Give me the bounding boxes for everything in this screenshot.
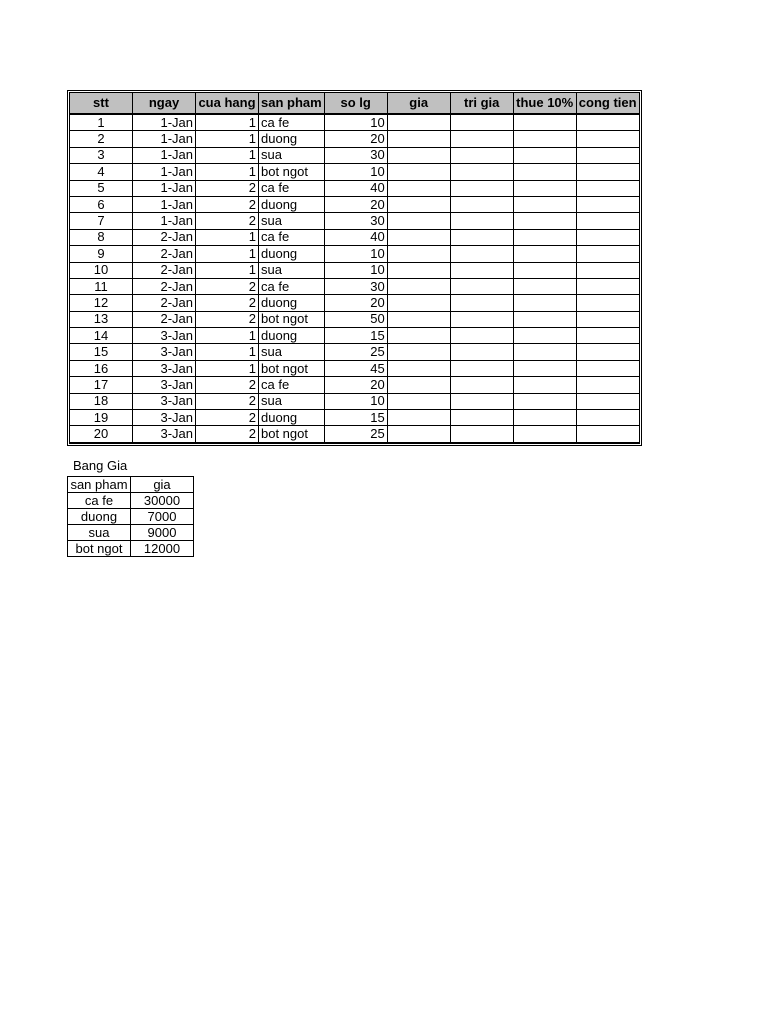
cell-ngay[interactable]: 1-Jan [133,180,196,196]
price-table-header-row [68,477,194,493]
price-header-san-pham[interactable]: san pham [68,477,131,493]
empty-cell[interactable] [513,344,576,360]
table-row [70,344,640,360]
cell-ngay[interactable]: 1-Jan [133,131,196,147]
table-row [70,278,640,294]
empty-cell[interactable] [576,360,639,376]
table-row [70,131,640,147]
cell-stt[interactable]: 1 [70,114,133,131]
cell-so-lg[interactable]: 20 [324,131,387,147]
table-row [68,525,194,541]
cell-so-lg[interactable]: 20 [324,295,387,311]
cell-san-pham[interactable]: ca fe [259,114,325,131]
cell-stt[interactable]: 7 [70,213,133,229]
cell-san-pham[interactable]: duong [259,410,325,426]
cell-ngay[interactable]: 3-Jan [133,344,196,360]
empty-cell[interactable] [450,360,513,376]
empty-cell[interactable] [387,131,450,147]
cell-cua-hang[interactable]: 1 [196,246,259,262]
empty-cell[interactable] [450,262,513,278]
cell-so-lg[interactable]: 10 [324,262,387,278]
empty-cell[interactable] [450,114,513,131]
cell-cua-hang[interactable]: 2 [196,196,259,212]
header-ngay[interactable]: ngay [133,93,196,115]
cell-san-pham[interactable]: bot ngot [259,360,325,376]
cell-san-pham[interactable]: ca fe [259,229,325,245]
cell-san-pham[interactable]: sua [259,147,325,163]
table-row [70,410,640,426]
empty-cell[interactable] [387,196,450,212]
empty-cell[interactable] [513,410,576,426]
cell-cua-hang[interactable]: 1 [196,147,259,163]
empty-cell[interactable] [387,426,450,444]
cell-stt[interactable]: 20 [70,426,133,444]
cell-ngay[interactable]: 2-Jan [133,278,196,294]
cell-cua-hang[interactable]: 2 [196,426,259,444]
cell-stt[interactable]: 19 [70,410,133,426]
cell-cua-hang[interactable]: 2 [196,377,259,393]
table-row [70,426,640,444]
empty-cell[interactable] [576,295,639,311]
table-row [70,213,640,229]
cell-stt[interactable]: 5 [70,180,133,196]
table-row [70,196,640,212]
price-table-body [68,493,194,557]
table-row [70,180,640,196]
price-cell-san-pham[interactable]: ca fe [68,493,131,509]
cell-stt[interactable]: 14 [70,328,133,344]
cell-ngay[interactable]: 1-Jan [133,164,196,180]
cell-so-lg[interactable]: 20 [324,377,387,393]
sales-table-frame [67,90,642,446]
cell-cua-hang[interactable]: 2 [196,410,259,426]
cell-so-lg[interactable]: 40 [324,229,387,245]
cell-san-pham[interactable]: ca fe [259,180,325,196]
cell-ngay[interactable]: 3-Jan [133,360,196,376]
empty-cell[interactable] [576,147,639,163]
cell-cua-hang[interactable]: 1 [196,360,259,376]
price-cell-san-pham[interactable]: sua [68,525,131,541]
empty-cell[interactable] [387,229,450,245]
empty-cell[interactable] [576,344,639,360]
cell-so-lg[interactable]: 10 [324,246,387,262]
cell-stt[interactable]: 10 [70,262,133,278]
empty-cell[interactable] [450,213,513,229]
cell-cua-hang[interactable]: 2 [196,295,259,311]
price-cell-san-pham[interactable]: duong [68,509,131,525]
empty-cell[interactable] [513,295,576,311]
empty-cell[interactable] [450,246,513,262]
empty-cell[interactable] [387,311,450,327]
price-cell-gia[interactable]: 12000 [131,541,194,557]
empty-cell[interactable] [513,278,576,294]
cell-stt[interactable]: 12 [70,295,133,311]
cell-ngay[interactable]: 2-Jan [133,295,196,311]
empty-cell[interactable] [576,328,639,344]
empty-cell[interactable] [513,360,576,376]
empty-cell[interactable] [387,410,450,426]
table-row [68,509,194,525]
header-tri-gia[interactable]: tri gia [450,93,513,115]
table-row [70,393,640,409]
cell-cua-hang[interactable]: 1 [196,131,259,147]
empty-cell[interactable] [450,311,513,327]
cell-ngay[interactable]: 1-Jan [133,213,196,229]
price-cell-gia[interactable]: 9000 [131,525,194,541]
price-table-caption: Bang Gia [73,458,128,473]
header-cua-hang[interactable]: cua hang [196,93,259,115]
cell-san-pham[interactable]: duong [259,295,325,311]
cell-ngay[interactable]: 2-Jan [133,246,196,262]
cell-ngay[interactable]: 3-Jan [133,328,196,344]
empty-cell[interactable] [576,114,639,131]
empty-cell[interactable] [513,180,576,196]
cell-cua-hang[interactable]: 1 [196,262,259,278]
header-so-lg[interactable]: so lg [324,93,387,115]
empty-cell[interactable] [387,344,450,360]
empty-cell[interactable] [450,328,513,344]
cell-san-pham[interactable]: ca fe [259,377,325,393]
cell-ngay[interactable]: 3-Jan [133,377,196,393]
cell-san-pham[interactable]: ca fe [259,278,325,294]
empty-cell[interactable] [450,344,513,360]
cell-so-lg[interactable]: 10 [324,164,387,180]
cell-ngay[interactable]: 3-Jan [133,393,196,409]
cell-so-lg[interactable]: 30 [324,213,387,229]
table-row [70,360,640,376]
empty-cell[interactable] [576,180,639,196]
empty-cell[interactable] [387,213,450,229]
price-header-gia[interactable]: gia [131,477,194,493]
cell-cua-hang[interactable]: 1 [196,229,259,245]
table-row [68,541,194,557]
cell-stt[interactable]: 11 [70,278,133,294]
cell-ngay[interactable]: 2-Jan [133,262,196,278]
cell-san-pham[interactable]: duong [259,196,325,212]
empty-cell[interactable] [450,131,513,147]
cell-so-lg[interactable]: 45 [324,360,387,376]
cell-cua-hang[interactable]: 1 [196,328,259,344]
header-san-pham[interactable]: san pham [259,93,325,115]
empty-cell[interactable] [576,229,639,245]
empty-cell[interactable] [387,262,450,278]
empty-cell[interactable] [450,426,513,444]
empty-cell[interactable] [450,229,513,245]
empty-cell[interactable] [387,278,450,294]
empty-cell[interactable] [576,393,639,409]
empty-cell[interactable] [513,262,576,278]
cell-ngay[interactable]: 2-Jan [133,229,196,245]
empty-cell[interactable] [576,426,639,444]
cell-stt[interactable]: 3 [70,147,133,163]
cell-so-lg[interactable]: 10 [324,393,387,409]
empty-cell[interactable] [513,426,576,444]
empty-cell[interactable] [450,393,513,409]
table-row [70,328,640,344]
header-gia[interactable]: gia [387,93,450,115]
sales-table-body [70,114,640,443]
cell-cua-hang[interactable]: 2 [196,278,259,294]
cell-so-lg[interactable]: 25 [324,344,387,360]
cell-so-lg[interactable]: 15 [324,410,387,426]
table-row [70,295,640,311]
empty-cell[interactable] [387,180,450,196]
empty-cell[interactable] [576,164,639,180]
cell-ngay[interactable]: 2-Jan [133,311,196,327]
price-table [67,476,194,557]
empty-cell[interactable] [576,246,639,262]
price-cell-gia[interactable]: 30000 [131,493,194,509]
cell-stt[interactable]: 17 [70,377,133,393]
cell-ngay[interactable]: 1-Jan [133,147,196,163]
cell-san-pham[interactable]: duong [259,131,325,147]
empty-cell[interactable] [450,410,513,426]
cell-cua-hang[interactable]: 2 [196,180,259,196]
empty-cell[interactable] [387,393,450,409]
empty-cell[interactable] [450,180,513,196]
empty-cell[interactable] [387,164,450,180]
empty-cell[interactable] [576,262,639,278]
cell-ngay[interactable]: 3-Jan [133,426,196,444]
empty-cell[interactable] [450,278,513,294]
empty-cell[interactable] [576,196,639,212]
cell-stt[interactable]: 18 [70,393,133,409]
table-row [70,311,640,327]
cell-so-lg[interactable]: 20 [324,196,387,212]
table-row [70,114,640,131]
cell-stt[interactable]: 6 [70,196,133,212]
cell-so-lg[interactable]: 30 [324,147,387,163]
empty-cell[interactable] [450,164,513,180]
price-cell-san-pham[interactable]: bot ngot [68,541,131,557]
header-cong-tien[interactable]: cong tien [576,93,639,115]
cell-so-lg[interactable]: 15 [324,328,387,344]
empty-cell[interactable] [513,164,576,180]
empty-cell[interactable] [576,377,639,393]
empty-cell[interactable] [576,410,639,426]
cell-cua-hang[interactable]: 2 [196,393,259,409]
table-row [70,262,640,278]
sales-table [69,92,640,444]
empty-cell[interactable] [576,311,639,327]
cell-so-lg[interactable]: 50 [324,311,387,327]
cell-san-pham[interactable]: sua [259,393,325,409]
sales-table-header-row [70,93,640,115]
cell-so-lg[interactable]: 30 [324,278,387,294]
cell-san-pham[interactable]: bot ngot [259,426,325,444]
empty-cell[interactable] [387,328,450,344]
cell-stt[interactable]: 13 [70,311,133,327]
empty-cell[interactable] [387,377,450,393]
cell-san-pham[interactable]: duong [259,328,325,344]
price-cell-gia[interactable]: 7000 [131,509,194,525]
empty-cell[interactable] [513,229,576,245]
cell-san-pham[interactable]: duong [259,246,325,262]
cell-san-pham[interactable]: sua [259,344,325,360]
cell-san-pham[interactable]: bot ngot [259,164,325,180]
table-row [70,147,640,163]
cell-stt[interactable]: 4 [70,164,133,180]
cell-stt[interactable]: 9 [70,246,133,262]
empty-cell[interactable] [576,278,639,294]
empty-cell[interactable] [450,377,513,393]
empty-cell[interactable] [513,147,576,163]
table-row [70,229,640,245]
empty-cell[interactable] [450,147,513,163]
empty-cell[interactable] [513,311,576,327]
empty-cell[interactable] [387,147,450,163]
cell-so-lg[interactable]: 10 [324,114,387,131]
cell-stt[interactable]: 8 [70,229,133,245]
empty-cell[interactable] [576,213,639,229]
cell-ngay[interactable]: 1-Jan [133,114,196,131]
cell-stt[interactable]: 15 [70,344,133,360]
cell-so-lg[interactable]: 40 [324,180,387,196]
cell-san-pham[interactable]: bot ngot [259,311,325,327]
cell-ngay[interactable]: 1-Jan [133,196,196,212]
empty-cell[interactable] [387,246,450,262]
cell-cua-hang[interactable]: 1 [196,164,259,180]
empty-cell[interactable] [513,213,576,229]
empty-cell[interactable] [513,114,576,131]
cell-san-pham[interactable]: sua [259,262,325,278]
empty-cell[interactable] [450,295,513,311]
cell-cua-hang[interactable]: 2 [196,311,259,327]
table-row [70,377,640,393]
empty-cell[interactable] [576,131,639,147]
table-row [70,246,640,262]
cell-stt[interactable]: 16 [70,360,133,376]
empty-cell[interactable] [513,131,576,147]
table-row [68,493,194,509]
empty-cell[interactable] [513,328,576,344]
cell-cua-hang[interactable]: 1 [196,114,259,131]
empty-cell[interactable] [450,196,513,212]
header-thue[interactable]: thue 10% [513,93,576,115]
cell-ngay[interactable]: 3-Jan [133,410,196,426]
empty-cell[interactable] [387,114,450,131]
empty-cell[interactable] [513,377,576,393]
empty-cell[interactable] [513,393,576,409]
cell-san-pham[interactable]: sua [259,213,325,229]
empty-cell[interactable] [513,196,576,212]
table-row [70,164,640,180]
empty-cell[interactable] [387,360,450,376]
cell-stt[interactable]: 2 [70,131,133,147]
cell-cua-hang[interactable]: 2 [196,213,259,229]
cell-so-lg[interactable]: 25 [324,426,387,444]
empty-cell[interactable] [387,295,450,311]
header-stt[interactable]: stt [70,93,133,115]
cell-cua-hang[interactable]: 1 [196,344,259,360]
empty-cell[interactable] [513,246,576,262]
